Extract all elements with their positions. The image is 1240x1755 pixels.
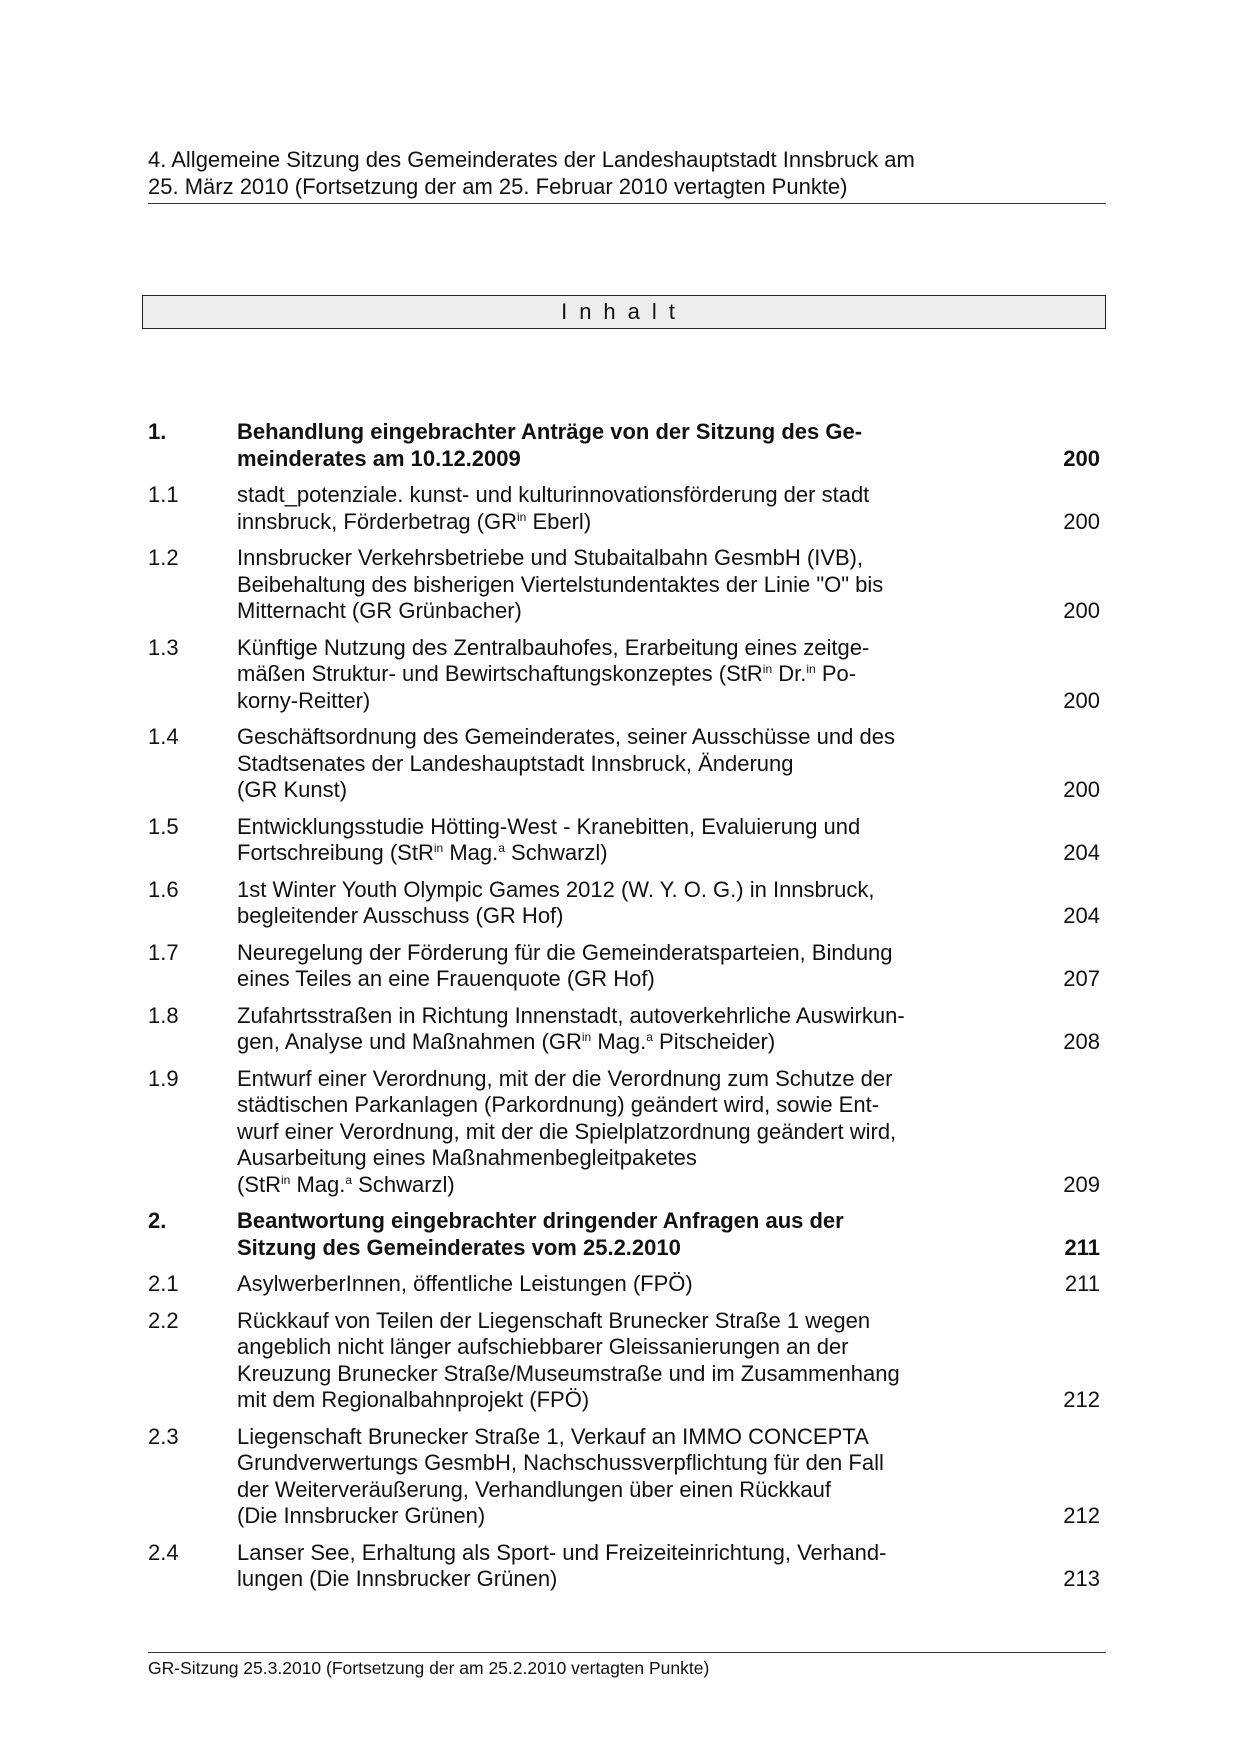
toc-entry-number: 1.5 [148,813,179,839]
header-line-2: 25. März 2010 (Fortsetzung der am 25. Februar 2010 vertagten Punkte) [148,174,848,199]
title-text: Sitzung des Gemeinderates vom 25.2.2010 [237,1234,681,1260]
superscript: in [762,662,773,676]
table-of-contents [148,419,1106,1603]
toc-entry [148,1208,1106,1261]
toc-entry-title [237,482,957,535]
toc-entry-page-number: 209 [1063,1171,1100,1197]
toc-entry-title-line [237,1029,957,1056]
toc-entry [148,1271,1106,1298]
toc-entry-number: 1. [148,419,167,444]
toc-entry [148,482,1106,535]
toc-entry [148,940,1106,993]
title-text: Eberl) [526,508,592,534]
toc-entry-title [237,1424,957,1530]
toc-entry-number: 2.2 [148,1307,179,1333]
toc-entry-title [237,1540,957,1593]
toc-entry-title-line [237,1450,957,1477]
toc-entry-number: 2.3 [148,1423,179,1449]
toc-entry-page-number: 207 [1063,966,1100,991]
toc-entry [148,1003,1106,1056]
title-text: Innsbrucker Verkehrsbetriebe und Stubaitalbahn GesmbH (IVB), [237,545,864,570]
toc-entry-title-line [237,419,957,446]
toc-entry-title-line [237,1308,957,1335]
toc-entry-title-line [237,482,957,509]
title-text: lungen (Die Innsbrucker Grünen) [237,1566,558,1591]
title-text: AsylwerberInnen, öffentliche Leistungen (FPÖ) [237,1271,693,1296]
header-line-1: 4. Allgemeine Sitzung des Gemeinderates der Landeshauptstadt Innsbruck am [148,147,915,172]
toc-entry [148,545,1106,625]
toc-entry-title [237,1208,957,1261]
title-text: Fortschreibung (StR [237,840,434,865]
toc-entry-title-line [237,1271,957,1298]
toc-entry-title-line [237,1119,957,1146]
toc-entry-number: 1.9 [148,1065,179,1091]
title-text: Rückkauf von Teilen der Liegenschaft Brunecker Straße 1 wegen [237,1307,871,1333]
toc-entry-title [237,1003,957,1056]
superscript: in [433,841,444,855]
toc-entry-title-line [237,545,957,572]
toc-entry-title-line [237,661,957,688]
title-text: (StR [237,1171,281,1197]
toc-entry-page-number: 211 [1064,1271,1100,1296]
title-text: stadt_potenziale. kunst- und kulturinnovationsförderung der stadt [237,482,870,507]
toc-entry-title [237,1308,957,1414]
toc-entry-number: 2. [148,1208,167,1233]
toc-entry-title [237,814,957,867]
title-text: wurf einer Verordnung, mit der die Spielplatzordnung geändert wird, [237,1118,897,1144]
title-text: begleitender Ausschuss (GR Hof) [237,903,564,928]
title-text: Schwarzl) [352,1171,455,1197]
toc-entry [148,1308,1106,1414]
toc-entry-title-line [237,777,957,804]
toc-entry-title-line [237,1361,957,1388]
title-text: Entwicklungsstudie Hötting-West - Kranebitten, Evaluierung und [237,813,861,839]
toc-entry-title-line [237,1540,957,1567]
contents-heading: Inhalt [142,295,1106,329]
title-text: Lanser See, Erhaltung als Sport- und Freizeiteinrichtung, Verhand- [237,1539,887,1565]
title-text: Ausarbeitung eines Maßnahmenbegleitpaketes [237,1145,697,1170]
title-text: Künftige Nutzung des Zentralbauhofes, Erarbeitung eines zeitge- [237,634,870,660]
toc-entry-page-number: 204 [1063,840,1100,865]
title-text: Mag. [443,840,499,865]
toc-entry-title [237,724,957,804]
toc-entry-number: 1.1 [148,482,179,507]
toc-entry-title-line [237,903,957,930]
title-text: 1st Winter Youth Olympic Games 2012 (W. Y. O. G.) in Innsbruck, [237,876,875,902]
toc-entry-title-line [237,724,957,751]
superscript: a [646,1030,653,1044]
superscript: in [281,1172,291,1187]
title-text: innsbruck, Förderbetrag (GR [237,508,517,534]
toc-entry-number: 1.3 [148,634,179,660]
title-text: angeblich nicht länger aufschiebbarer Gleissanierungen an der [237,1334,849,1359]
toc-entry-title-line [237,1003,957,1030]
toc-entry-title-line [237,446,957,473]
title-text: Kreuzung Brunecker Straße/Museumstraße und im Zusammenhang [237,1360,900,1386]
title-text: der Weiterveräußerung, Verhandlungen über einen Rückkauf [237,1476,831,1502]
toc-entry-title [237,1066,957,1199]
title-text: Beibehaltung des bisherigen Viertelstundentaktes der Linie "O" bis [237,571,884,597]
toc-entry-title-line [237,1477,957,1504]
toc-entry-number: 1.7 [148,939,179,965]
title-text: Dr. [772,661,807,686]
title-text: Mag. [591,1029,647,1054]
toc-entry-title-line [237,1503,957,1530]
toc-entry-page-number: 200 [1063,508,1100,534]
toc-entry [148,1066,1106,1199]
title-text: Schwarzl) [504,840,608,865]
toc-entry-title-line [237,1172,957,1199]
toc-entry-title [237,419,957,472]
toc-entry-title-line [237,572,957,599]
title-text: städtischen Parkanlagen (Parkordnung) geändert wird, sowie Ent- [237,1092,880,1117]
toc-entry-title-line [237,814,957,841]
superscript: in [517,509,527,524]
toc-entry-title [237,877,957,930]
title-text: Neuregelung der Förderung für die Gemeinderatsparteien, Bindung [237,939,893,965]
toc-entry-title [237,635,957,715]
title-text: (Die Innsbrucker Grünen) [237,1503,486,1528]
title-text: mit dem Regionalbahnprojekt (FPÖ) [237,1387,590,1412]
toc-entry-number: 1.2 [148,545,179,570]
toc-entry-title-line [237,840,957,867]
superscript: in [806,662,816,676]
toc-entry-title-line [237,1387,957,1414]
superscript: a [498,841,505,855]
toc-entry-title-line [237,509,957,536]
title-text: korny-Reitter) [237,687,371,713]
toc-entry-title [237,545,957,625]
toc-entry [148,814,1106,867]
page-footer: GR-Sitzung 25.3.2010 (Fortsetzung der am 25.2.2010 vertagten Punkte) [148,1652,1106,1679]
title-text: Grundverwertungs GesmbH, Nachschussverpflichtung für den Fall [237,1450,884,1475]
toc-entry-number: 1.4 [148,724,179,749]
toc-entry [148,724,1106,804]
toc-entry [148,1540,1106,1593]
title-text: Po- [815,661,857,686]
toc-entry-page-number: 211 [1064,1234,1100,1260]
superscript: a [345,1172,353,1187]
toc-entry-number: 1.8 [148,1002,179,1028]
title-text: Behandlung eingebrachter Anträge von der Sitzung des Ge- [237,419,863,444]
toc-entry-page-number: 200 [1063,598,1100,623]
toc-entry-page-number: 213 [1063,1566,1100,1591]
title-text: Zufahrtsstraßen in Richtung Innenstadt, autoverkehrliche Auswirkun- [237,1002,905,1028]
toc-entry-number: 2.4 [148,1539,179,1565]
title-text: Beantwortung eingebrachter dringender Anfragen aus der [237,1208,844,1233]
toc-entry-title-line [237,966,957,993]
toc-entry-number: 2.1 [148,1271,179,1296]
toc-entry-number: 1.6 [148,876,179,902]
toc-entry-title-line [237,751,957,778]
toc-entry [148,635,1106,715]
title-text: (GR Kunst) [237,777,348,802]
toc-entry-title-line [237,1066,957,1093]
title-text: Entwurf einer Verordnung, mit der die Verordnung zum Schutze der [237,1065,893,1091]
toc-entry-title-line [237,635,957,662]
title-text: Liegenschaft Brunecker Straße 1, Verkauf an IMMO CONCEPTA [237,1423,869,1449]
title-text: gen, Analyse und Maßnahmen (GR [237,1029,582,1054]
title-text: meinderates am 10.12.2009 [237,445,521,471]
toc-entry-title [237,1271,957,1298]
toc-entry-page-number: 200 [1063,777,1100,802]
title-text: Geschäftsordnung des Gemeinderates, seiner Ausschüsse und des [237,724,895,749]
toc-entry-title [237,940,957,993]
toc-entry-title-line [237,1235,957,1262]
toc-entry-page-number: 200 [1063,687,1100,713]
toc-entry-title-line [237,598,957,625]
title-text: eines Teiles an eine Frauenquote (GR Hof) [237,966,655,991]
toc-entry-page-number: 212 [1063,1503,1100,1528]
toc-entry-page-number: 204 [1063,903,1100,928]
title-text: Mitternacht (GR Grünbacher) [237,598,522,623]
toc-entry-title-line [237,1145,957,1172]
title-text: mäßen Struktur- und Bewirtschaftungskonzeptes (StR [237,661,763,686]
toc-entry-title-line [237,688,957,715]
toc-entry-title-line [237,877,957,904]
superscript: in [581,1030,592,1044]
toc-entry-page-number: 200 [1063,445,1100,471]
toc-entry [148,419,1106,472]
toc-entry-title-line [237,1092,957,1119]
toc-entry [148,877,1106,930]
document-header [148,146,1106,204]
title-text: Pitscheider) [652,1029,776,1054]
toc-entry-title-line [237,1208,957,1235]
title-text: Stadtsenates der Landeshauptstadt Innsbruck, Änderung [237,750,794,776]
toc-entry-title-line [237,1566,957,1593]
toc-entry-title-line [237,1334,957,1361]
toc-entry-page-number: 208 [1063,1029,1100,1054]
toc-entry-page-number: 212 [1063,1387,1100,1412]
toc-entry-title-line [237,940,957,967]
toc-entry [148,1424,1106,1530]
title-text: Mag. [290,1171,346,1197]
toc-entry-title-line [237,1424,957,1451]
